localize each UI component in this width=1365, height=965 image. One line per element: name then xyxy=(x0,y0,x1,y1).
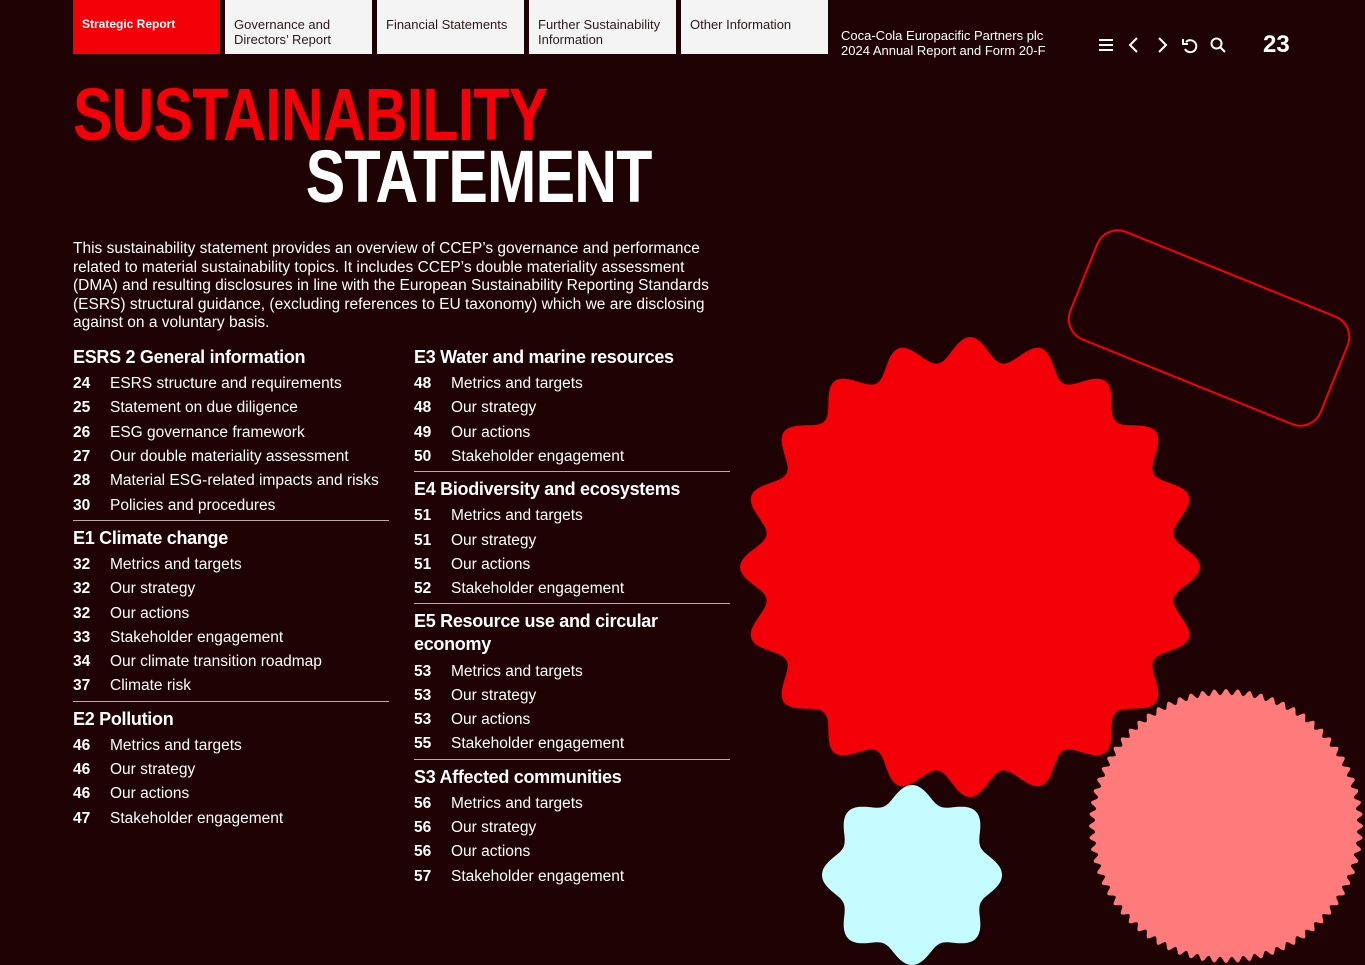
toc-item[interactable] xyxy=(414,504,730,528)
toc-label: Material ESG-related impacts and risks xyxy=(110,472,379,490)
page-number: 23 xyxy=(1263,31,1290,58)
page-ref: 47 xyxy=(73,809,91,827)
page-ref: 32 xyxy=(73,604,91,622)
toc-column-right xyxy=(414,346,730,897)
toc-section-s3 xyxy=(414,766,730,891)
toc-label: ESG governance framework xyxy=(110,423,305,441)
page-ref: 32 xyxy=(73,580,91,598)
company-name: Coca-Cola Europacific Partners plc xyxy=(841,28,1044,43)
page-ref: 30 xyxy=(73,496,91,514)
menu-icon[interactable] xyxy=(1096,34,1116,56)
toc-item[interactable] xyxy=(73,626,389,650)
page-ref: 46 xyxy=(73,761,91,778)
toc-label: Stakeholder engagement xyxy=(451,580,625,598)
toc-label: Our double materiality assessment xyxy=(110,448,349,466)
section-title: E5 Resource use and circular economy xyxy=(414,611,658,655)
toc-label: Metrics and targets xyxy=(451,507,583,525)
toc-label: Stakeholder engagement xyxy=(110,628,284,646)
toc-column-left xyxy=(73,346,389,839)
toc-label: Our actions xyxy=(110,604,190,622)
tab-further-sustainability[interactable]: Further Sustainability Information xyxy=(529,0,676,54)
page-ref: 52 xyxy=(414,580,432,598)
toc-item[interactable] xyxy=(414,553,730,577)
toc-item[interactable] xyxy=(73,734,389,758)
title-line-2: STATEMENT xyxy=(305,135,652,218)
toc-section-e4 xyxy=(414,478,730,604)
toc-label: Policies and procedures xyxy=(110,496,276,514)
page-ref: 56 xyxy=(414,819,432,836)
page-ref: 53 xyxy=(414,711,432,729)
toc-section-esrs2 xyxy=(73,346,389,521)
toc-label: Our climate transition roadmap xyxy=(110,653,322,671)
page-ref: 51 xyxy=(414,531,432,549)
toc-section-e1 xyxy=(73,527,389,702)
toc-item[interactable] xyxy=(414,708,730,732)
toc-item[interactable] xyxy=(73,758,389,782)
toc-label: Stakeholder engagement xyxy=(110,809,284,827)
toc-label: Statement on due diligence xyxy=(110,399,298,417)
navigation-controls xyxy=(1096,34,1228,56)
toc-item[interactable] xyxy=(73,577,389,601)
section-title: E3 Water and marine resources xyxy=(414,347,674,367)
toc-label: Stakeholder engagement xyxy=(451,448,625,466)
toc-item[interactable] xyxy=(73,421,389,445)
toc-label: Metrics and targets xyxy=(451,375,583,393)
page-ref: 56 xyxy=(414,794,432,812)
toc-item[interactable] xyxy=(73,674,389,698)
toc-label: ESRS structure and requirements xyxy=(110,375,342,393)
toc-item[interactable] xyxy=(414,372,730,396)
toc-section-e5 xyxy=(414,610,730,759)
page-ref: 28 xyxy=(73,472,91,490)
page-ref: 53 xyxy=(414,686,432,704)
toc-label: Our actions xyxy=(451,423,531,441)
chevron-right-icon[interactable] xyxy=(1152,34,1172,56)
tab-other-information[interactable]: Other Information xyxy=(681,0,828,54)
pink-serrated-circle xyxy=(1089,689,1363,963)
toc-section-e2 xyxy=(73,708,389,833)
toc-label: Our actions xyxy=(110,785,190,803)
toc-item[interactable] xyxy=(414,684,730,708)
document-title xyxy=(841,28,1046,58)
toc-item[interactable] xyxy=(73,806,389,830)
page-ref: 27 xyxy=(73,448,91,466)
toc-item[interactable] xyxy=(414,421,730,445)
toc-item[interactable] xyxy=(414,528,730,552)
page-ref: 51 xyxy=(414,507,432,525)
toc-item[interactable] xyxy=(73,469,389,493)
page-ref: 46 xyxy=(73,785,91,803)
red-scalloped-shape xyxy=(740,337,1200,797)
chevron-left-icon[interactable] xyxy=(1124,34,1144,56)
undo-icon[interactable] xyxy=(1180,34,1200,56)
toc-item[interactable] xyxy=(414,864,730,888)
page-ref: 48 xyxy=(414,375,432,393)
section-title: S3 Affected communities xyxy=(414,766,622,787)
page-ref: 49 xyxy=(414,423,432,441)
toc-item[interactable] xyxy=(73,553,389,577)
toc-label: Metrics and targets xyxy=(451,794,583,812)
toc-label: Our strategy xyxy=(110,580,196,598)
toc-item[interactable] xyxy=(73,601,389,625)
section-tabs xyxy=(73,0,828,54)
page-ref: 34 xyxy=(73,653,91,671)
tab-financial-statements[interactable]: Financial Statements xyxy=(377,0,524,54)
toc-label: Metrics and targets xyxy=(110,555,242,573)
section-title: E4 Biodiversity and ecosystems xyxy=(414,479,681,500)
toc-label: Our strategy xyxy=(451,686,537,704)
page-ref: 53 xyxy=(414,662,432,680)
toc-item[interactable] xyxy=(73,445,389,469)
page-ref: 56 xyxy=(414,843,432,861)
toc-item[interactable] xyxy=(414,840,730,864)
title-line-1: SUSTAINABILITY xyxy=(73,73,548,156)
toc-label: Our actions xyxy=(451,555,531,573)
report-name: 2024 Annual Report and Form 20-F xyxy=(841,43,1046,58)
toc-label: Stakeholder engagement xyxy=(451,867,625,885)
section-title: ESRS 2 General information xyxy=(73,347,306,367)
page-ref: 32 xyxy=(73,555,91,573)
toc-label: Climate risk xyxy=(110,677,191,695)
page-title xyxy=(73,73,652,218)
page-ref: 33 xyxy=(73,628,91,646)
tab-strategic-report[interactable]: Strategic Report xyxy=(73,0,220,54)
toc-item[interactable] xyxy=(73,372,389,396)
toc-label: Our strategy xyxy=(110,761,196,778)
cyan-scalloped-shape xyxy=(822,785,1002,965)
toc-item[interactable] xyxy=(73,650,389,674)
tab-governance[interactable]: Governance and Directors’ Report xyxy=(225,0,372,54)
toc-item[interactable] xyxy=(73,493,389,517)
toc-item[interactable] xyxy=(414,445,730,469)
toc-label: Metrics and targets xyxy=(110,736,242,754)
toc-item[interactable] xyxy=(73,782,389,806)
toc-item[interactable] xyxy=(414,792,730,816)
toc-item[interactable] xyxy=(414,816,730,840)
page-ref: 48 xyxy=(414,399,432,417)
page-ref: 50 xyxy=(414,448,432,466)
toc-item[interactable] xyxy=(414,577,730,601)
toc-label: Our strategy xyxy=(451,819,537,836)
toc-item[interactable] xyxy=(73,396,389,420)
section-title: E2 Pollution xyxy=(73,708,174,729)
page-ref: 51 xyxy=(414,555,432,573)
page-ref: 24 xyxy=(73,375,91,393)
toc-label: Our actions xyxy=(451,843,531,861)
page-ref: 46 xyxy=(73,736,91,754)
page-ref: 37 xyxy=(73,677,91,695)
page-ref: 26 xyxy=(73,423,91,441)
toc-item[interactable] xyxy=(414,396,730,420)
toc-label: Our actions xyxy=(451,711,531,729)
page-ref: 25 xyxy=(73,399,91,417)
search-icon[interactable] xyxy=(1208,34,1228,56)
toc-item[interactable] xyxy=(414,732,730,756)
toc-label: Stakeholder engagement xyxy=(451,735,625,753)
page-ref: 57 xyxy=(414,867,432,885)
toc-section-e3 xyxy=(414,346,730,472)
section-title: E1 Climate change xyxy=(73,527,228,548)
toc-label: Metrics and targets xyxy=(451,662,583,680)
page-ref: 55 xyxy=(414,735,432,753)
intro-paragraph: This sustainability statement provides an overview of CCEP’s governance and performance related to material sustainability topics. It includes CCEP’s double materiality assessment (DMA) and resulting disclosures in line with the European Sustainability Reporting Standards (ESRS) structural guidance, (excluding references to EU taxonomy) which we are disclosing against on a voluntary basis. xyxy=(73,240,709,332)
toc-label: Our strategy xyxy=(451,399,537,417)
toc-label: Our strategy xyxy=(451,531,537,549)
toc-item[interactable] xyxy=(414,659,730,683)
